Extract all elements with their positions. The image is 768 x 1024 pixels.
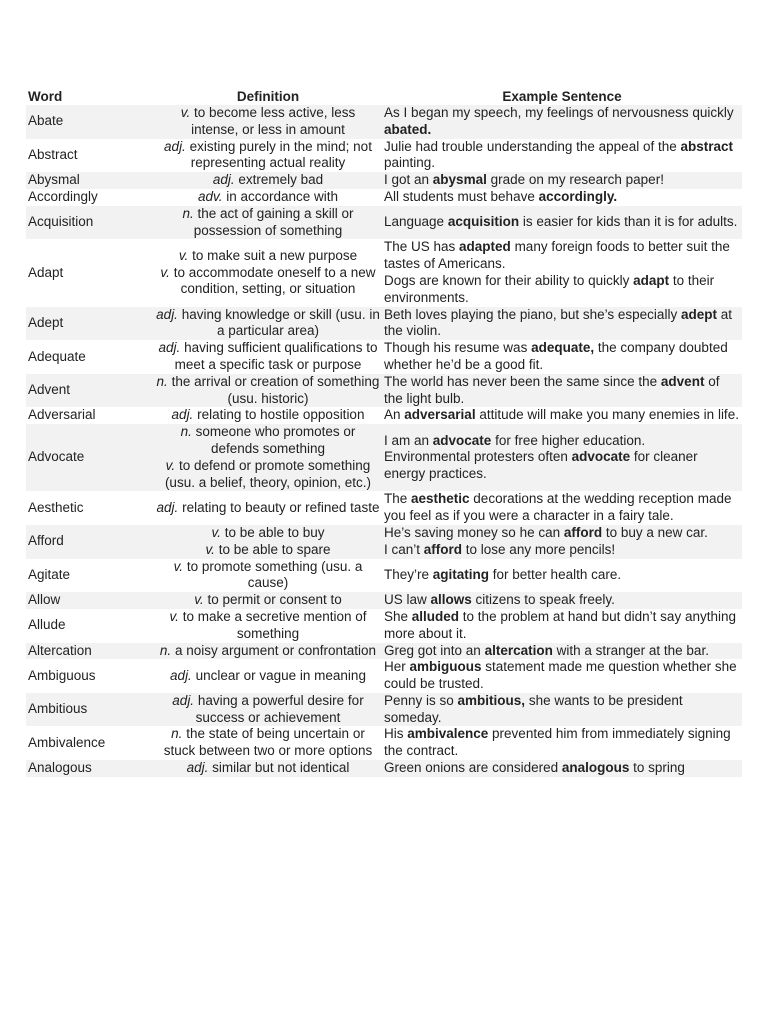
definition-text: existing purely in the mind; not representing actual reality <box>189 138 372 171</box>
word-cell: Accordingly <box>28 188 98 204</box>
definition-text: the state of being uncertain or stuck between two or more options <box>163 726 373 759</box>
part-of-speech: v. <box>165 457 176 473</box>
sentence-text: The US has <box>384 239 460 255</box>
table-row <box>26 559 742 593</box>
part-of-speech: adj. <box>170 667 192 683</box>
definition-line <box>156 407 380 424</box>
sentence-text: with a stranger at the bar. <box>552 642 709 658</box>
definition-text: to permit or consent to <box>207 592 342 608</box>
sentence-text: to the problem at hand but didn’t say anything more about it. <box>384 608 736 641</box>
definition-cell <box>154 105 382 139</box>
part-of-speech: n. <box>159 642 172 658</box>
vocab-word-highlight: altercation <box>484 642 553 658</box>
vocab-word-highlight: adapt <box>633 272 670 288</box>
part-of-speech: adv. <box>197 188 223 204</box>
definition-cell <box>154 491 382 525</box>
sentence-text: Language <box>384 214 448 230</box>
sentence-text: the company doubted whether he’d be a good fit. <box>384 340 728 372</box>
example-sentence <box>384 239 740 273</box>
definition-cell <box>154 559 382 593</box>
definition-cell <box>154 407 382 424</box>
example-cell <box>382 189 742 206</box>
vocab-word-highlight: afford <box>423 541 463 557</box>
example-sentence <box>384 643 740 660</box>
vocab-word-highlight: abated. <box>384 121 432 137</box>
definition-text: extremely bad <box>238 172 324 188</box>
sentence-text: He’s saving money so he can <box>384 524 564 540</box>
vocab-word-highlight: advocate <box>432 432 492 448</box>
example-cell <box>382 172 742 189</box>
definition-text: to accommodate oneself to a new condition, setting, or situation <box>173 264 376 297</box>
part-of-speech: adj. <box>158 340 181 356</box>
definition-line <box>156 307 380 341</box>
definition-text: to make suit a new purpose <box>192 247 358 263</box>
sentence-text: is easier for kids than it is for adults. <box>519 214 738 230</box>
word-cell: Altercation <box>26 643 154 660</box>
table-row <box>26 760 742 777</box>
sentence-text: The world has never been the same since the <box>384 373 661 389</box>
definition-cell <box>154 239 382 306</box>
definition-cell <box>154 659 382 693</box>
part-of-speech: adj. <box>172 692 195 708</box>
example-sentence <box>384 214 740 231</box>
vocab-word-highlight: advocate <box>571 449 631 465</box>
definition-text: to be able to buy <box>224 524 325 540</box>
definition-cell <box>154 760 382 777</box>
vocab-word-highlight: aesthetic <box>411 491 470 507</box>
table-row <box>26 609 742 643</box>
word-cell: Advocate <box>26 424 154 491</box>
sentence-text: painting. <box>384 155 436 171</box>
part-of-speech: n. <box>171 726 183 742</box>
definition-text: a noisy argument or confrontation <box>174 642 377 658</box>
part-of-speech: v. <box>160 264 170 280</box>
definition-line <box>156 559 380 593</box>
header-row <box>26 88 742 105</box>
definition-cell <box>154 424 382 491</box>
example-cell <box>382 559 742 593</box>
definition-text: someone who promotes or defends something <box>195 424 356 456</box>
definition-text: the arrival or creation of something (usu. historic) <box>171 373 380 406</box>
example-sentence <box>384 374 740 408</box>
definition-text: to make a secretive mention of something <box>182 608 367 641</box>
example-sentence <box>384 449 740 483</box>
example-cell <box>382 424 742 491</box>
vocab-word-highlight: adept <box>680 306 717 322</box>
table-body <box>26 105 742 777</box>
definition-cell <box>154 726 382 760</box>
sentence-text: Her <box>384 659 410 675</box>
sentence-text: Greg got into an <box>384 642 485 658</box>
part-of-speech: v. <box>194 592 204 608</box>
vocabulary-table <box>26 88 742 777</box>
sentence-text: An <box>384 407 405 423</box>
table-row <box>26 206 742 240</box>
definition-cell <box>154 139 382 173</box>
sentence-text: I am an <box>384 432 433 448</box>
sentence-text: Green onions are considered <box>384 760 562 776</box>
example-sentence <box>384 726 740 760</box>
sentence-text: for cleaner energy practices. <box>384 449 698 482</box>
definition-line <box>156 609 380 643</box>
sentence-text: grade on my research paper! <box>486 172 664 188</box>
part-of-speech: v. <box>211 524 221 540</box>
part-of-speech: v. <box>205 541 215 557</box>
example-cell <box>382 374 742 408</box>
example-sentence <box>384 273 740 307</box>
sentence-text: attitude will make you many enemies in life. <box>475 407 739 423</box>
sentence-text: All students must behave <box>384 188 539 204</box>
word-cell: Allow <box>26 592 154 609</box>
table-row <box>26 189 742 206</box>
definition-text: the act of gaining a skill or possession of something <box>193 205 354 238</box>
definition-text: in accordance with <box>226 188 339 204</box>
definition-line <box>156 760 380 777</box>
example-sentence <box>384 525 740 542</box>
word-cell: Analogous <box>26 760 154 777</box>
definition-cell <box>154 189 382 206</box>
example-sentence <box>384 139 740 173</box>
vocab-word-highlight: analogous <box>561 760 630 776</box>
vocab-word-highlight: ambitious, <box>457 692 526 708</box>
table-row <box>26 693 742 727</box>
part-of-speech: adj. <box>212 172 235 188</box>
sentence-text: The <box>384 491 412 507</box>
sentence-text: Environmental protesters often <box>384 449 572 465</box>
example-cell <box>382 609 742 643</box>
definition-line <box>156 500 380 517</box>
definition-text: relating to beauty or refined taste <box>182 499 380 515</box>
word-cell: Abstract <box>28 146 78 162</box>
example-cell <box>382 525 742 559</box>
example-sentence <box>384 307 740 341</box>
vocab-word-highlight: ambivalence <box>407 726 489 742</box>
example-cell <box>382 491 742 525</box>
word-cell: Acquisition <box>26 206 154 240</box>
definition-text: to become less active, less intense, or less in amount <box>191 105 356 137</box>
definition-line <box>156 458 380 492</box>
sentence-text: of the light bulb. <box>384 373 720 406</box>
definition-line <box>156 189 380 206</box>
vocab-word-highlight: allows <box>430 592 472 608</box>
word-cell: Ambitious <box>26 693 154 727</box>
sentence-text: to their environments. <box>384 272 715 305</box>
definition-cell <box>154 592 382 609</box>
definition-line <box>156 668 380 685</box>
sentence-text: As I began my speech, my feelings of nervousness quickly <box>384 105 734 120</box>
table-row <box>26 726 742 760</box>
example-cell <box>382 659 742 693</box>
example-sentence <box>384 407 740 424</box>
word-cell: Adversarial <box>28 407 96 423</box>
vocab-word-highlight: abysmal <box>432 172 487 188</box>
part-of-speech: v. <box>169 608 179 624</box>
word-column-header: Word <box>28 89 63 104</box>
sentence-text: to spring <box>629 760 685 776</box>
vocab-word-highlight: agitating <box>432 566 490 582</box>
vocab-word-highlight: adequate, <box>531 340 595 356</box>
word-cell: Allude <box>28 617 66 633</box>
example-sentence <box>384 567 740 584</box>
vocab-word-highlight: afford <box>563 524 603 540</box>
definition-line <box>156 206 380 240</box>
sentence-text: to buy a new car. <box>602 524 708 540</box>
definition-line <box>156 265 380 299</box>
part-of-speech: n. <box>156 373 168 389</box>
definition-cell <box>154 206 382 240</box>
sentence-text: statement made me question whether she could be trusted. <box>384 659 737 692</box>
word-cell: Abate <box>26 105 154 139</box>
definition-text: to promote something (usu. a cause) <box>186 558 363 591</box>
table-row <box>26 374 742 408</box>
definition-text: relating to hostile opposition <box>197 407 365 423</box>
sentence-text: Julie had trouble understanding the appeal of the <box>384 138 681 154</box>
definition-text: having sufficient qualifications to meet a specific task or purpose <box>174 340 378 372</box>
example-cell <box>382 307 742 341</box>
sentence-text: Dogs are known for their ability to quickly <box>384 272 634 288</box>
sentence-text: prevented him from immediately signing the contract. <box>384 726 731 759</box>
word-cell: Ambiguous <box>28 667 96 683</box>
definition-line <box>156 139 380 173</box>
vocab-word-highlight: accordingly. <box>538 188 618 204</box>
definition-line <box>156 105 380 139</box>
definition-cell <box>154 693 382 727</box>
example-cell <box>382 592 742 609</box>
vocab-word-highlight: adapted <box>459 239 511 255</box>
example-sentence <box>384 609 740 643</box>
sentence-text: She <box>384 608 412 624</box>
sentence-text: Beth loves playing the piano, but she’s especially <box>384 306 681 322</box>
word-cell: Abysmal <box>26 172 154 189</box>
word-cell: Adapt <box>28 264 64 280</box>
word-cell: Advent <box>26 374 154 408</box>
example-cell <box>382 693 742 727</box>
sentence-text: to lose any more pencils! <box>462 541 616 557</box>
part-of-speech: v. <box>178 247 189 263</box>
word-cell: Agitate <box>28 566 71 582</box>
example-sentence <box>384 189 740 206</box>
table-row <box>26 172 742 189</box>
definition-cell <box>154 374 382 408</box>
vocab-word-highlight: abstract <box>680 138 734 154</box>
definition-line <box>156 643 380 660</box>
table-row <box>26 592 742 609</box>
definition-line <box>156 592 380 609</box>
part-of-speech: adj. <box>156 306 178 322</box>
definition-line <box>156 424 380 458</box>
example-column-header: Example Sentence <box>502 89 622 104</box>
example-sentence <box>384 542 740 559</box>
part-of-speech: adj. <box>164 138 186 154</box>
example-sentence <box>384 340 740 374</box>
table-row <box>26 525 742 559</box>
table-row <box>26 659 742 693</box>
example-sentence <box>384 592 740 609</box>
vocab-word-highlight: adversarial <box>404 407 476 423</box>
definition-cell <box>154 525 382 559</box>
sentence-text: Penny is so <box>384 692 458 708</box>
table-row <box>26 424 742 491</box>
example-sentence <box>384 172 740 189</box>
example-sentence <box>384 693 740 727</box>
example-cell <box>382 105 742 139</box>
sentence-text: decorations at the wedding reception made you feel as if you were a character in a fairy tale. <box>384 491 732 524</box>
table-row <box>26 407 742 424</box>
definition-line <box>156 693 380 727</box>
example-cell <box>382 239 742 306</box>
example-sentence <box>384 491 740 525</box>
sentence-text: Though his resume was <box>384 340 532 356</box>
example-cell <box>382 643 742 660</box>
definition-line <box>156 525 380 542</box>
example-cell <box>382 760 742 777</box>
sentence-text: for free higher education. <box>491 432 646 448</box>
sentence-text: His <box>384 726 408 742</box>
vocab-word-highlight: advent <box>660 373 705 389</box>
definition-text: to be able to spare <box>218 541 331 557</box>
sentence-text: for better health care. <box>489 566 622 582</box>
example-cell <box>382 139 742 173</box>
definition-line <box>156 248 380 265</box>
example-cell <box>382 206 742 240</box>
word-cell: Ambivalence <box>28 734 106 750</box>
word-cell: Adept <box>26 307 154 341</box>
word-cell: Adequate <box>28 348 86 364</box>
table-row <box>26 643 742 660</box>
part-of-speech: adj. <box>171 407 194 423</box>
table-row <box>26 340 742 374</box>
part-of-speech: adj. <box>156 499 179 515</box>
part-of-speech: adj. <box>186 760 209 776</box>
example-sentence <box>384 433 740 450</box>
definition-cell <box>154 340 382 374</box>
definition-line <box>156 172 380 189</box>
example-cell <box>382 407 742 424</box>
vocab-word-highlight: ambiguous <box>409 659 482 675</box>
part-of-speech: n. <box>182 205 194 221</box>
definition-line <box>156 340 380 374</box>
example-sentence <box>384 105 740 139</box>
definition-column-header: Definition <box>236 89 300 104</box>
definition-cell <box>154 172 382 189</box>
example-cell <box>382 340 742 374</box>
vocab-word-highlight: acquisition <box>447 214 520 230</box>
definition-text: having a powerful desire for success or achievement <box>195 692 364 725</box>
definition-cell <box>154 307 382 341</box>
example-cell <box>382 726 742 760</box>
table-row <box>26 139 742 173</box>
table-row <box>26 307 742 341</box>
vocab-word-highlight: alluded <box>411 608 460 624</box>
word-cell: Afford <box>26 525 154 559</box>
part-of-speech: v. <box>180 105 191 120</box>
definition-line <box>156 374 380 408</box>
sentence-text: many foreign foods to better suit the tastes of Americans. <box>384 239 730 272</box>
sentence-text: They’re <box>384 566 433 582</box>
word-cell: Aesthetic <box>28 499 84 515</box>
sentence-text: citizens to speak freely. <box>471 592 615 608</box>
definition-cell <box>154 609 382 643</box>
definition-text: unclear or vague in meaning <box>195 667 366 683</box>
definition-text: having knowledge or skill (usu. in a particular area) <box>181 306 380 339</box>
sentence-text: I can’t <box>384 541 424 557</box>
definition-cell <box>154 643 382 660</box>
definition-text: to defend or promote something (usu. a belief, theory, opinion, etc.) <box>164 457 372 490</box>
sentence-text: US law <box>384 592 431 608</box>
table-row <box>26 239 742 306</box>
sentence-text: she wants to be president someday. <box>384 692 683 725</box>
part-of-speech: v. <box>173 558 184 574</box>
example-sentence <box>384 659 740 693</box>
example-sentence <box>384 760 740 777</box>
sentence-text: I got an <box>384 172 433 188</box>
sentence-text: at the violin. <box>384 306 732 339</box>
definition-line <box>156 542 380 559</box>
table-row <box>26 105 742 139</box>
definition-text: similar but not identical <box>212 760 350 776</box>
table-row <box>26 491 742 525</box>
part-of-speech: n. <box>180 424 192 440</box>
definition-line <box>156 726 380 760</box>
